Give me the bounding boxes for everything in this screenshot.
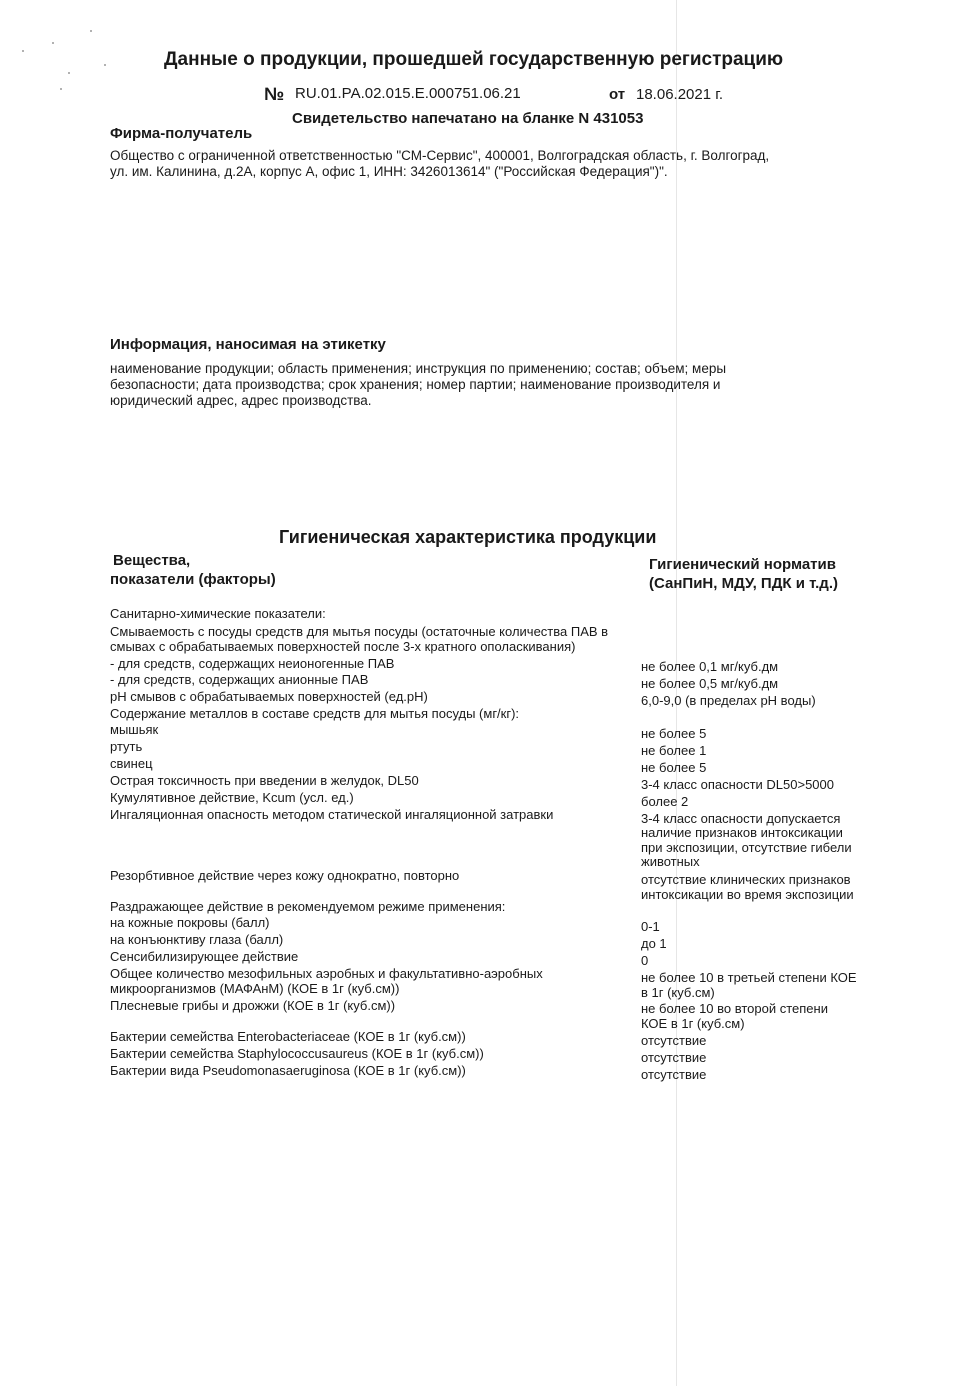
indicator-line: Бактерии вида Pseudomonasaeruginosa (КОЕ в 1г (куб.см)) — [110, 1063, 466, 1078]
norm-line: не более 10 во второй степени — [641, 1001, 828, 1016]
indicator-line: мышьяк — [110, 722, 159, 737]
label-info-line: юридический адрес, адрес производства. — [110, 393, 372, 408]
norm-line: в 1г (куб.см) — [641, 985, 715, 1000]
scan-speck — [52, 42, 54, 44]
norm-line: не более 5 — [641, 760, 707, 775]
norm-line: не более 0,5 мг/куб.дм — [641, 676, 779, 691]
scan-speck — [60, 88, 62, 90]
norm-line: более 2 — [641, 794, 689, 809]
norm-line: не более 10 в третьей степени КОЕ — [641, 970, 857, 985]
indicator-line: Резорбтивное действие через кожу однократно, повторно — [110, 868, 460, 883]
norm-line: интоксикации во время экспозиции — [641, 887, 854, 902]
indicator-line: Плесневые грибы и дрожжи (КОЕ в 1г (куб.см)) — [110, 998, 396, 1013]
column-right-header: Гигиенический норматив — [649, 556, 836, 573]
company-line: ул. им. Калинина, д.2А, корпус А, офис 1, ИНН: 3426013614" ("Российская Федерация")". — [110, 164, 668, 179]
indicator-line: Сенсибилизирующее действие — [110, 949, 299, 964]
norm-line: отсутствие клинических признаков — [641, 872, 851, 887]
column-left-header: показатели (факторы) — [110, 571, 276, 588]
norm-line: 3-4 класс опасности допускается — [641, 811, 841, 826]
indicator-line: pH смывов с обрабатываемых поверхностей (ед.pH) — [110, 689, 428, 704]
indicator-line: Содержание металлов в составе средств для мытья посуды (мг/кг): — [110, 706, 520, 721]
indicator-line: на конъюнктиву глаза (балл) — [110, 932, 284, 947]
indicator-line: Бактерии семейства Enterobacteriaceae (КОЕ в 1г (куб.см)) — [110, 1029, 466, 1044]
indicator-line: Смываемость с посуды средств для мытья посуды (остаточные количества ПАВ в — [110, 624, 609, 639]
number-label: № — [264, 84, 285, 104]
indicator-line: Санитарно-химические показатели: — [110, 606, 326, 621]
date-label: от — [609, 86, 626, 103]
scan-speck — [104, 64, 106, 66]
norm-line: отсутствие — [641, 1067, 707, 1082]
norm-line: 0-1 — [641, 919, 660, 934]
indicator-line: Ингаляционная опасность методом статической ингаляционной затравки — [110, 807, 554, 822]
norm-line: 3-4 класс опасности DL50>5000 — [641, 777, 834, 792]
norm-line: отсутствие — [641, 1033, 707, 1048]
indicator-line: микроорганизмов (МАФАнМ) (КОЕ в 1г (куб.см)) — [110, 981, 400, 996]
indicator-line: Кумулятивное действие, Kcum (усл. ед.) — [110, 790, 354, 805]
indicator-line: - для средств, содержащих анионные ПАВ — [110, 672, 369, 687]
norm-line: при экспозиции, отсутствие гибели — [641, 840, 852, 855]
indicator-line: Раздражающее действие в рекомендуемом режиме применения: — [110, 899, 506, 914]
company-line: Общество с ограниченной ответственностью "СМ-Сервис", 400001, Волгоградская область, г. Волгоград, — [110, 148, 770, 163]
hygiene-heading: Гигиеническая характеристика продукции — [279, 527, 657, 547]
page-title: Данные о продукции, прошедшей государственную регистрацию — [164, 49, 784, 70]
company-heading: Фирма-получатель — [110, 125, 253, 142]
column-left-header: Вещества, — [113, 552, 191, 569]
label-info-heading: Информация, наносимая на этикетку — [110, 336, 386, 353]
indicator-line: Общее количество мезофильных аэробных и факультативно-аэробных — [110, 966, 543, 981]
norm-line: отсутствие — [641, 1050, 707, 1065]
scan-speck — [22, 50, 24, 52]
norm-line: животных — [641, 854, 700, 869]
label-info-line: наименование продукции; область применения; инструкция по применению; состав; объем; меры — [110, 361, 727, 376]
norm-line: 6,0-9,0 (в пределах pH воды) — [641, 693, 816, 708]
blank-note: Свидетельство напечатано на бланке N 431053 — [292, 110, 644, 127]
indicator-line: на кожные покровы (балл) — [110, 915, 270, 930]
indicator-line: - для средств, содержащих неионогенные ПАВ — [110, 656, 395, 671]
norm-line: не более 0,1 мг/куб.дм — [641, 659, 779, 674]
norm-line: не более 1 — [641, 743, 707, 758]
norm-line: не более 5 — [641, 726, 707, 741]
indicator-line: смывах с обрабатываемых поверхностей после 3-х кратного ополаскивания) — [110, 639, 576, 654]
indicator-line: ртуть — [110, 739, 143, 754]
label-info-line: безопасности; дата производства; срок хранения; номер партии; наименование производителя и — [110, 377, 721, 392]
norm-line: до 1 — [641, 936, 667, 951]
indicator-line: Бактерии семейства Staphylococcusaureus (КОЕ в 1г (куб.см)) — [110, 1046, 484, 1061]
norm-line: КОЕ в 1г (куб.см) — [641, 1016, 745, 1031]
norm-line: наличие признаков интоксикации — [641, 825, 843, 840]
column-right-header: (СанПиН, МДУ, ПДК и т.д.) — [649, 575, 838, 592]
registration-number: RU.01.PA.02.015.E.000751.06.21 — [295, 85, 521, 102]
scan-speck — [68, 72, 70, 74]
indicator-line: Острая токсичность при введении в желудок, DL50 — [110, 773, 419, 788]
indicator-line: свинец — [110, 756, 153, 771]
registration-date: 18.06.2021 г. — [636, 86, 724, 103]
scan-speck — [90, 30, 92, 32]
norm-line: 0 — [641, 953, 649, 968]
